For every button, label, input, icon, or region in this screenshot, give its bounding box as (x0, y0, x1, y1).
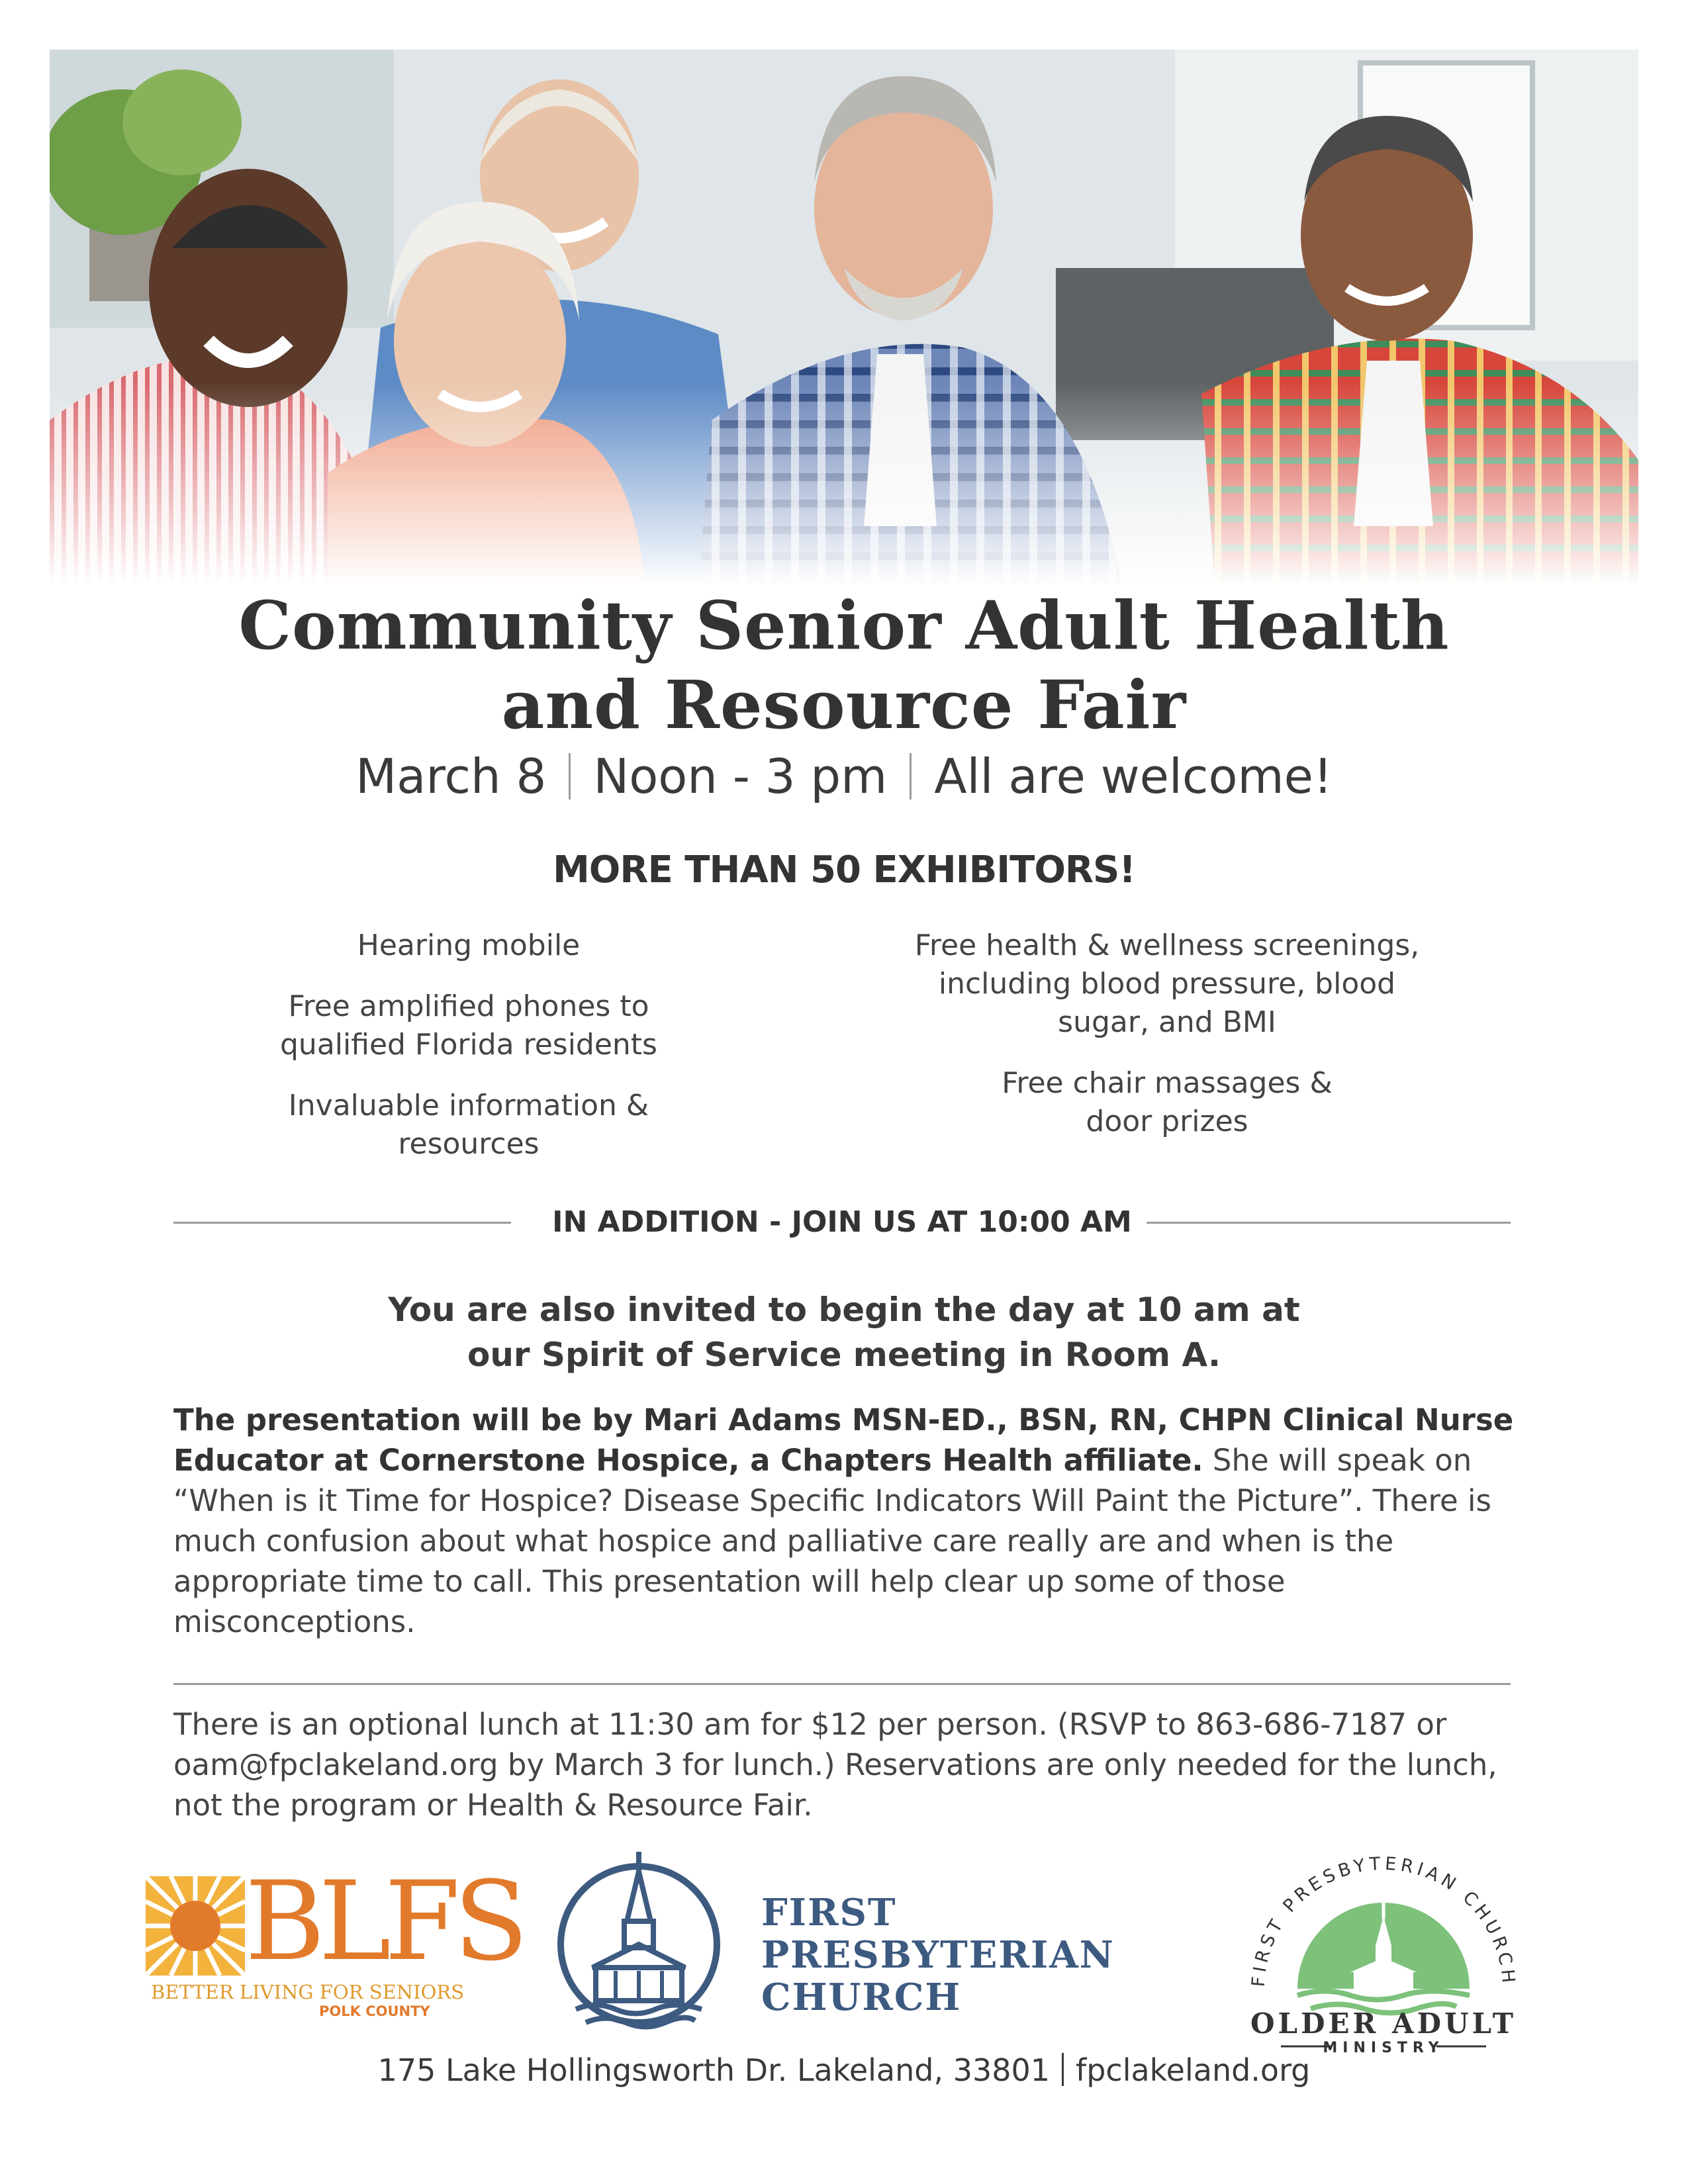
section-divider (173, 1683, 1511, 1685)
separator (569, 753, 571, 799)
feature-item: Free chair massages & door prizes (1002, 1066, 1333, 1138)
event-welcome: All are welcome! (934, 749, 1333, 804)
in-addition-divider (173, 1199, 1511, 1246)
title-line-1: Community Senior Adult Health (238, 586, 1450, 664)
website-link[interactable]: fpclakeland.org (1076, 2052, 1311, 2088)
feature-item: Free health & wellness screenings, including blood pressure, blood sugar, and BMI (914, 929, 1420, 1039)
seniors-group-illustration (50, 50, 1638, 586)
church-steeple-icon (553, 1852, 725, 2037)
green-church-seal-icon (1218, 1846, 1549, 2058)
oam-sub: MINISTRY (1323, 2040, 1444, 2056)
hero-photo (50, 50, 1638, 586)
blfs-logo (146, 1858, 522, 2028)
event-details (0, 747, 1688, 806)
in-addition-heading: IN ADDITION - JOIN US AT 10:00 AM (552, 1205, 1132, 1239)
event-date: March 8 (355, 749, 547, 804)
footer-address (0, 2048, 1688, 2092)
separator (910, 753, 912, 799)
presentation-paragraph (173, 1400, 1517, 1642)
blfs-county: POLK COUNTY (319, 2003, 430, 2019)
sun-icon (146, 1876, 245, 1976)
invitation-text: You are also invited to begin the day at 10 am at our Spirit of Service meeting in Room A. (388, 1291, 1300, 1374)
features-right-column (869, 927, 1465, 1163)
presenter-credit: The presentation will be by Mari Adams MSN-ED., BSN, RN, CHPN Clinical Nurse Educator at Cornerstone Hospice, a Chapters Health affiliate. (173, 1402, 1514, 1478)
features-left-column (171, 927, 767, 1186)
oam-arc-text: FIRST PRESBYTERIAN CHURCH (1248, 1853, 1519, 1988)
exhibitors-heading: MORE THAN 50 EXHIBITORS! (553, 848, 1135, 891)
feature-item: Hearing mobile (357, 929, 581, 962)
first-presbyterian-logo (553, 1852, 1149, 2037)
blfs-letters: BLFS (245, 1858, 522, 1985)
separator (1062, 2053, 1064, 2086)
older-adult-ministry-logo (1218, 1846, 1549, 2058)
fpc-name: FIRST PRESBYTERIAN CHURCH (761, 1891, 1115, 2019)
oam-name: OLDER ADULT (1250, 2007, 1517, 2040)
blfs-tagline: BETTER LIVING FOR SENIORS (151, 1981, 465, 2003)
title-line-2: and Resource Fair (501, 666, 1187, 744)
feature-item: Free amplified phones to qualified Florida residents (280, 989, 657, 1062)
street-address: 175 Lake Hollingsworth Dr. Lakeland, 33801 (377, 2052, 1051, 2088)
presentation-description: She will speak on “When is it Time for Hospice? Disease Specific Indicators Will Paint the Picture”. There is much confusion about what hospice and palliative care really are and when is the appropriate time to call. This presentation will help clear up some of those misconceptions. (173, 1443, 1491, 1639)
lunch-info: There is an optional lunch at 11:30 am for $12 per person. (RSVP to 863-686-7187 or oam@fpclakeland.org by March 3 for lunch.) Reservations are only needed for the lunch, not the program or Health & Resource Fair. (173, 1707, 1497, 1823)
event-time: Noon - 3 pm (593, 749, 888, 804)
feature-item: Invaluable information & resources (288, 1089, 649, 1161)
